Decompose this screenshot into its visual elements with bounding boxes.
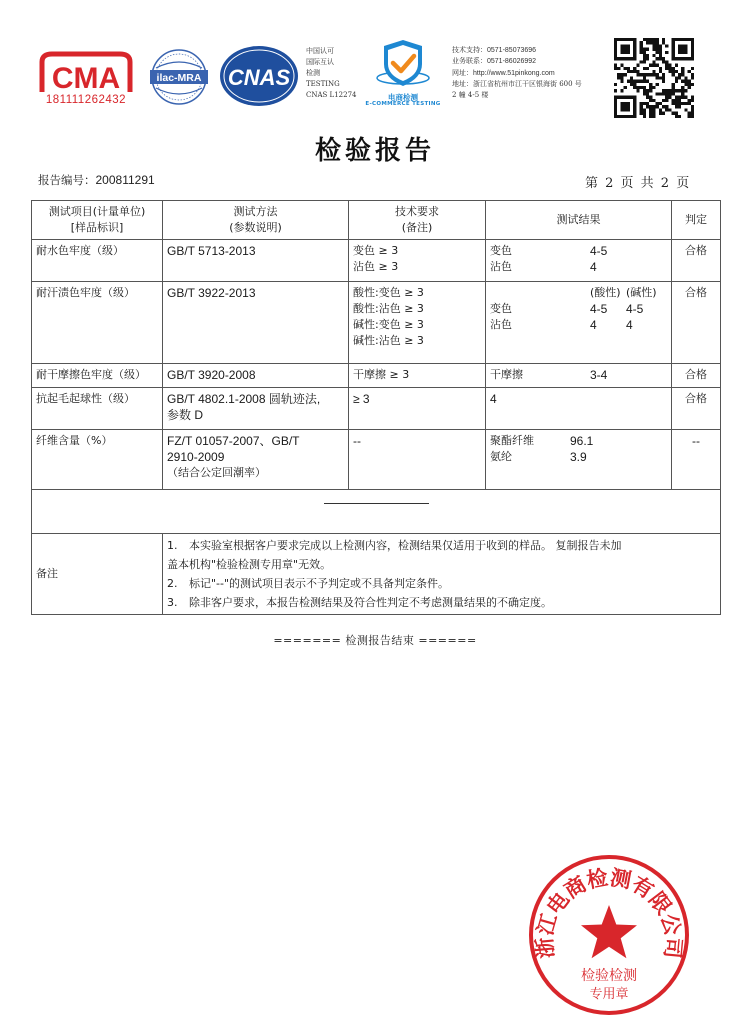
cell-verdict: 合格: [672, 282, 721, 364]
note-item: 3. 除非客户要求，本报告检测结果及符合性判定不考虑测量结果的不确定度。: [167, 596, 552, 609]
cell-result: 聚酯纤维 96.1 氨纶 3.9: [486, 430, 672, 490]
cell-item: 耐水色牢度（级）: [32, 240, 163, 282]
table-row: [32, 240, 721, 282]
cell-requirement: 变色 ≥ 3 沾色 ≥ 3: [349, 240, 486, 282]
cert-line: TESTING: [306, 80, 340, 88]
table-row: [32, 364, 721, 388]
cnas-logo: [218, 44, 300, 108]
page-info: 第 2 页 共 2 页: [585, 176, 690, 191]
blank-row: [32, 490, 721, 534]
cell-method: FZ/T 01057-2007、GB/T 2910-2009 （结合公定回潮率）: [163, 430, 349, 490]
cell-verdict: --: [672, 430, 721, 490]
cell-item: 纤维含量（%）: [32, 430, 163, 490]
website-url: http://www.51pinkong.com: [473, 69, 555, 77]
cert-line: 国际互认: [306, 58, 334, 66]
separator-line: [324, 503, 429, 504]
header-result: 测试结果: [486, 201, 672, 240]
cell-item: 耐汗渍色牢度（级）: [32, 282, 163, 364]
cell-requirement: 干摩擦 ≥ 3: [349, 364, 486, 388]
cma-text: CMA: [51, 62, 121, 95]
table-row: [32, 430, 721, 490]
note-item: 2. 标记"--"的测试项目表示不予判定或不具备判定条件。: [167, 577, 450, 590]
note-item-cont: 盖本机构"检验检测专用章"无效。: [167, 558, 332, 571]
cell-result: (酸性) (碱性) 变色 4-5 4-5 沾色 4 4: [486, 282, 672, 364]
blank-cell: [32, 490, 721, 534]
cell-verdict: 合格: [672, 364, 721, 388]
ecom-logo-name: 电商检测: [388, 93, 418, 102]
cell-result: 变色 4-5 沾色 4: [486, 240, 672, 282]
cell-requirement: ≥ 3: [349, 388, 486, 430]
header-verdict: 判定: [672, 201, 721, 240]
cma-logo: [36, 48, 136, 110]
ilac-mra-logo: [146, 48, 212, 106]
cert-info: [306, 46, 356, 101]
cert-line: CNAS L12274: [306, 91, 357, 99]
web-label: 网址：: [452, 68, 473, 77]
test-results-table: [31, 200, 721, 615]
notes-label: 备注: [32, 534, 163, 615]
cell-verdict: 合格: [672, 388, 721, 430]
ilac-text: ilac-MRA: [156, 72, 202, 84]
cell-verdict: 合格: [672, 240, 721, 282]
support-phone: 0571-85073696: [487, 47, 537, 54]
cell-method: GB/T 3920-2008: [163, 364, 349, 388]
report-title: 检验报告: [314, 136, 435, 166]
report-number-value: 200811291: [95, 173, 155, 187]
table-row: [32, 282, 721, 364]
support-label: 技术支持：: [452, 46, 487, 54]
star-icon: [581, 905, 637, 958]
seal-center-line2: 专用章: [589, 987, 629, 1002]
table-header-row: [32, 201, 721, 240]
contact-info: [452, 45, 582, 101]
table-row: [32, 388, 721, 430]
cma-number: 181111262432: [45, 94, 127, 106]
cert-line: 中国认可: [306, 47, 334, 55]
cert-line: 检测: [306, 69, 320, 77]
note-item: 1. 本实验室根据客户要求完成以上检测内容，检测结果仅适用于收到的样品。 复制报告未加: [167, 539, 622, 552]
cell-method: GB/T 5713-2013: [163, 240, 349, 282]
report-end-mark: ======= 检测报告结束 ======: [273, 634, 477, 647]
cma-mark: [36, 48, 136, 96]
header-requirement: 技术要求 (备注): [349, 201, 486, 240]
company-seal: [527, 853, 691, 1017]
cell-result: 干摩擦 3-4: [486, 364, 672, 388]
cnas-text: CNAS: [227, 65, 291, 90]
report-number-label: 报告编号：: [38, 173, 96, 187]
business-phone: 0571-86026992: [487, 58, 537, 66]
notes-row: [32, 534, 721, 615]
cell-item: 耐干摩擦色牢度（级）: [32, 364, 163, 388]
seal-center-line1: 检验检测: [581, 968, 637, 984]
cell-requirement: --: [349, 430, 486, 490]
cell-item: 抗起毛起球性（级）: [32, 388, 163, 430]
qr-code: [614, 38, 694, 118]
cell-method: GB/T 4802.1-2008 圆轨迹法, 参数 D: [163, 388, 349, 430]
report-number: [38, 172, 155, 188]
address-line: 地址：浙江省杭州市江干区银海街 600 号: [452, 79, 582, 88]
cell-requirement: 酸性:变色 ≥ 3 酸性:沾色 ≥ 3 碱性:变色 ≥ 3 碱性:沾色 ≥ 3: [349, 282, 486, 364]
ecom-logo-sub: E-COMMERCE TESTING: [365, 101, 441, 107]
seal-arc-text: 浙江电商检测有限公司: [531, 864, 687, 960]
shield-check-icon: [372, 38, 434, 92]
cell-method: GB/T 3922-2013: [163, 282, 349, 364]
header-test-item: 测试项目(计量单位) [样品标识]: [32, 201, 163, 240]
notes-content: [163, 534, 721, 615]
business-label: 业务联系：: [452, 57, 487, 66]
address-line: 2 幢 4-5 楼: [452, 91, 489, 100]
header-test-method: 测试方法 (参数说明): [163, 201, 349, 240]
cell-result: 4: [486, 388, 672, 430]
